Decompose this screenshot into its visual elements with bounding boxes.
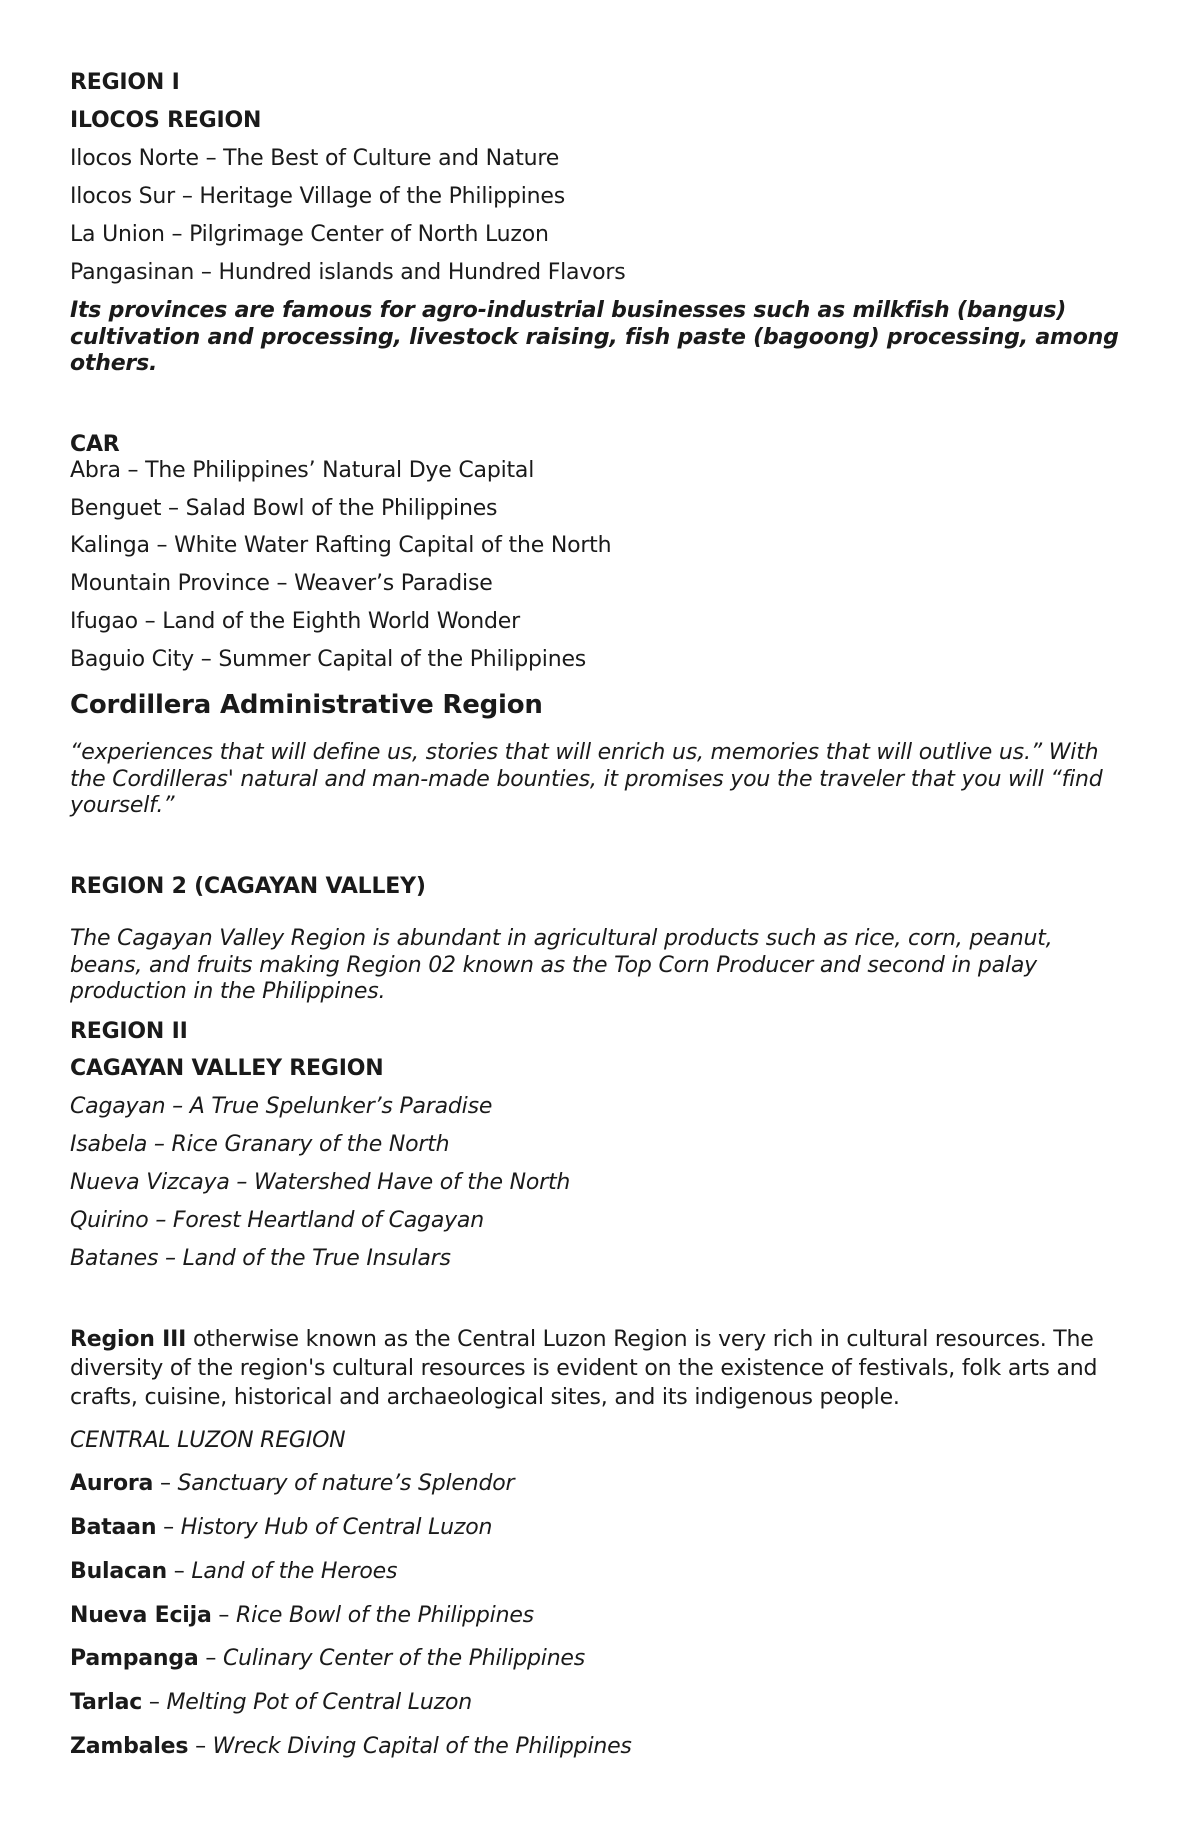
car-province-benguet: Benguet – Salad Bowl of the Philippines bbox=[70, 496, 498, 521]
province-tagline: Melting Pot of Central Luzon bbox=[166, 1690, 472, 1715]
region1-heading: REGION I bbox=[70, 70, 180, 95]
region3-description-text: otherwise known as the Central Luzon Region is very rich in cultural resources. The diversity of the region's cultural resources is evident on the existence of festivals, folk arts and crafts, cuisine, historical and archaeological sites, and its indigenous people. bbox=[70, 1327, 1098, 1410]
separator: – bbox=[142, 1690, 167, 1715]
region3-province-bulacan bbox=[70, 1559, 397, 1585]
province-name: Aurora bbox=[70, 1471, 154, 1496]
region1-province-ilocos-norte: Ilocos Norte – The Best of Culture and Nature bbox=[70, 146, 560, 171]
region3-province-zambales bbox=[70, 1734, 632, 1760]
province-name: Tarlac bbox=[70, 1690, 143, 1715]
separator: – bbox=[188, 1734, 213, 1759]
region2-province-nueva-vizcaya: Nueva Vizcaya – Watershed Have of the North bbox=[70, 1170, 571, 1195]
region3-province-nueva-ecija bbox=[70, 1603, 534, 1629]
province-tagline: Culinary Center of the Philippines bbox=[222, 1646, 586, 1671]
region2-province-batanes: Batanes – Land of the True Insulars bbox=[70, 1246, 451, 1271]
car-province-baguio-city: Baguio City – Summer Capital of the Philippines bbox=[70, 647, 587, 672]
car-province-mountain-province: Mountain Province – Weaver’s Paradise bbox=[70, 571, 493, 596]
region1-province-la-union: La Union – Pilgrimage Center of North Luzon bbox=[70, 222, 549, 247]
province-name: Bulacan bbox=[70, 1559, 167, 1584]
region2-name: CAGAYAN VALLEY REGION bbox=[70, 1056, 384, 1081]
region3-name: CENTRAL LUZON REGION bbox=[70, 1428, 346, 1453]
region3-lead: Region III bbox=[70, 1327, 187, 1352]
province-tagline: Rice Bowl of the Philippines bbox=[236, 1603, 534, 1628]
region3-province-tarlac bbox=[70, 1690, 472, 1716]
region2-description: The Cagayan Valley Region is abundant in agricultural products such as rice, corn, peanut, beans, and fruits making Region 02 known as the Top Corn Producer and second in palay production in the Philippines. bbox=[70, 926, 1053, 1004]
car-description: “experiences that will define us, stories that will enrich us, memories that will outlive us.” With the Cordilleras' natural and man-made bounties, it promises you the traveler that you will “find yourself.” bbox=[70, 740, 1103, 818]
car-province-ifugao: Ifugao – Land of the Eighth World Wonder bbox=[70, 609, 520, 634]
region1-province-pangasinan: Pangasinan – Hundred islands and Hundred Flavors bbox=[70, 260, 626, 285]
separator: – bbox=[156, 1515, 181, 1540]
province-name: Bataan bbox=[70, 1515, 157, 1540]
region2-province-cagayan: Cagayan – A True Spelunker’s Paradise bbox=[70, 1094, 493, 1119]
region2-heading: REGION 2 (CAGAYAN VALLEY) bbox=[70, 874, 426, 899]
region2-province-isabela: Isabela – Rice Granary of the North bbox=[70, 1132, 450, 1157]
province-tagline: History Hub of Central Luzon bbox=[180, 1515, 493, 1540]
province-tagline: Wreck Diving Capital of the Philippines bbox=[212, 1734, 632, 1759]
region3-province-bataan bbox=[70, 1515, 492, 1541]
region1-description: Its provinces are famous for agro-industrial businesses such as milkfish (bangus) cultivation and processing, livestock raising, fish paste (bagoong) processing, among others. bbox=[70, 298, 1119, 376]
province-tagline: Sanctuary of nature’s Splendor bbox=[177, 1471, 515, 1496]
region2-province-quirino: Quirino – Forest Heartland of Cagayan bbox=[70, 1208, 484, 1233]
car-heading: CAR bbox=[70, 432, 120, 457]
separator: – bbox=[211, 1603, 237, 1628]
region3-description bbox=[70, 1325, 1130, 1412]
province-name: Zambales bbox=[70, 1734, 189, 1759]
region3-province-pampanga bbox=[70, 1646, 585, 1672]
car-title: Cordillera Administrative Region bbox=[70, 690, 543, 720]
province-name: Nueva Ecija bbox=[70, 1603, 212, 1628]
province-tagline: Land of the Heroes bbox=[191, 1559, 398, 1584]
car-province-kalinga: Kalinga – White Water Rafting Capital of the North bbox=[70, 533, 612, 558]
car-province-abra: Abra – The Philippines’ Natural Dye Capital bbox=[70, 458, 535, 483]
separator: – bbox=[166, 1559, 192, 1584]
separator: – bbox=[198, 1646, 223, 1671]
region1-name: ILOCOS REGION bbox=[70, 108, 262, 133]
province-name: Pampanga bbox=[70, 1646, 199, 1671]
separator: – bbox=[153, 1471, 178, 1496]
region1-province-ilocos-sur: Ilocos Sur – Heritage Village of the Philippines bbox=[70, 184, 565, 209]
region2-heading-roman: REGION II bbox=[70, 1019, 188, 1044]
region3-province-aurora bbox=[70, 1471, 514, 1497]
